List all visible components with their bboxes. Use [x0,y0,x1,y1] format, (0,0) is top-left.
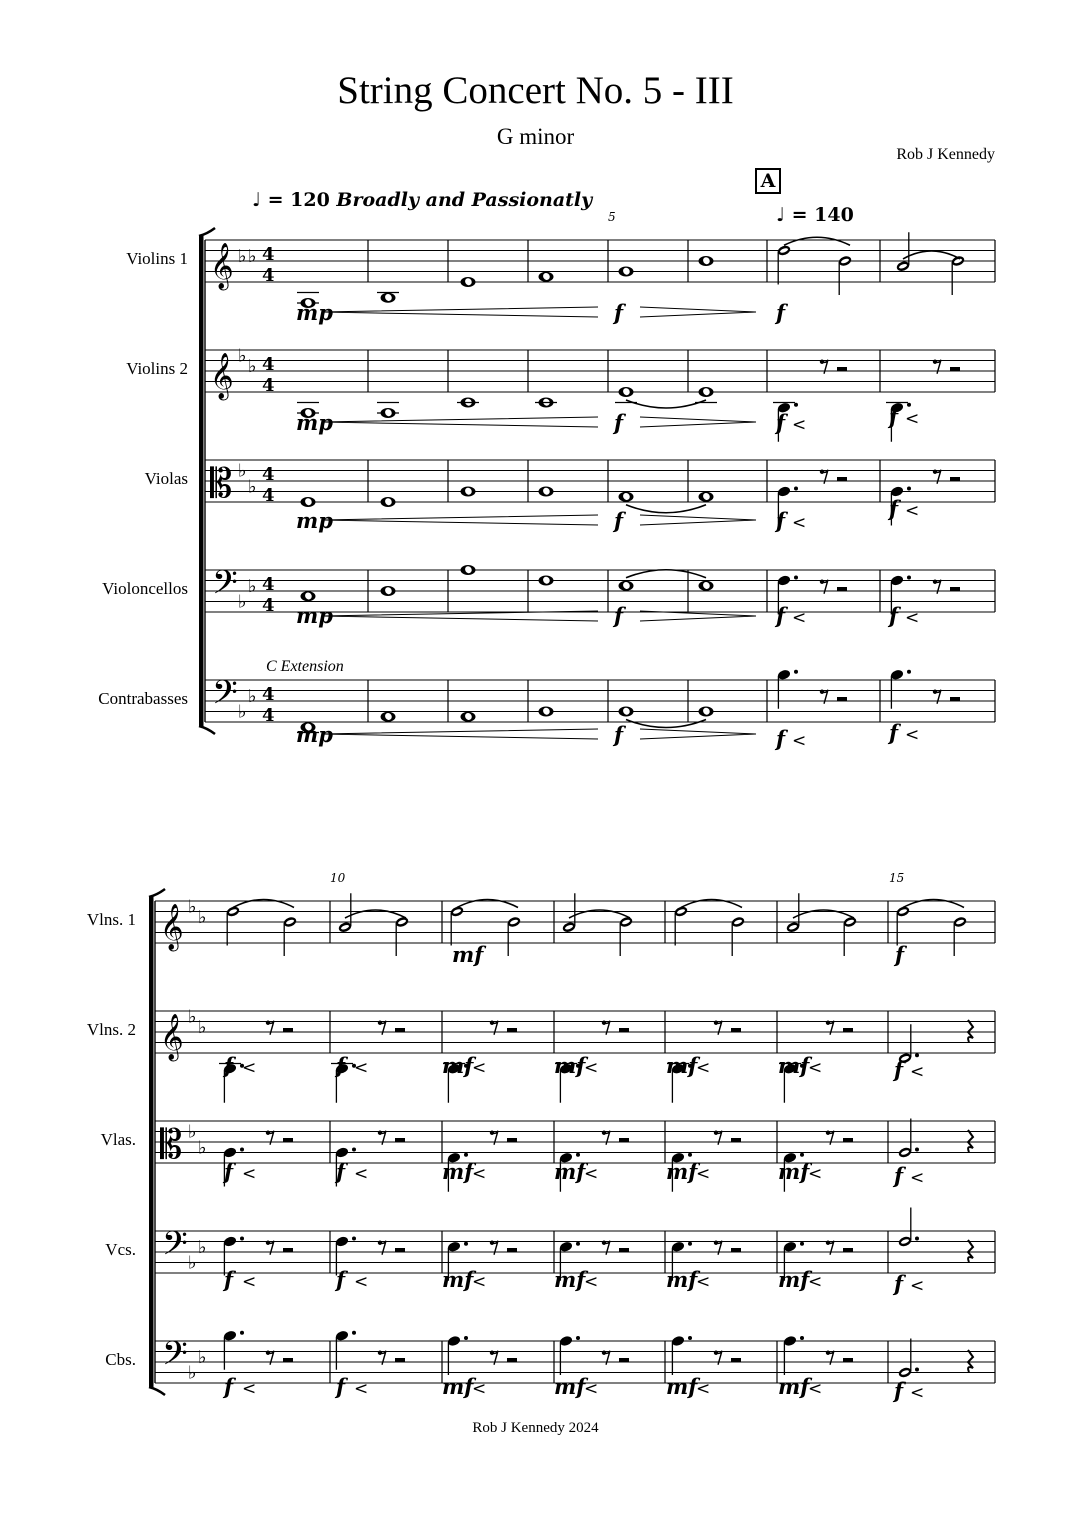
half-rest [395,1248,405,1252]
bass-clef-icon: 𝄢 [212,564,238,610]
crescendo-hairpin [322,307,598,317]
slur [626,570,706,578]
augmentation-dot [907,487,911,491]
augmentation-dot [576,1242,580,1246]
dynamic-f: f [336,1159,346,1184]
bracket-hook [199,726,215,734]
dynamic-mf: mf [666,1053,698,1078]
crescendo-mark: < [696,1272,711,1292]
eighth-rest-stroke [268,1131,274,1145]
dynamic-mf: mf [442,1267,474,1292]
bass-clef-icon: 𝄢 [212,674,238,720]
eighth-rest-stroke [492,1241,498,1255]
half-rest [843,1248,853,1252]
system-bracket [199,236,204,726]
flat-icon: ♭ [238,245,247,267]
eighth-rest-stroke [604,1131,610,1145]
dynamic-f: f [224,1053,234,1078]
flat-icon: ♭ [248,685,257,707]
crescendo-mark: < [242,1164,257,1184]
flat-icon: ♭ [238,701,247,723]
eighth-rest-stroke [268,1021,274,1035]
dynamic-f: f [889,496,899,521]
half-rest [843,1358,853,1362]
time-signature-top: 4 [262,684,275,705]
half-rest [283,1358,293,1362]
alto-clef-icon: 𝄡 [210,461,233,507]
flat-icon: ♭ [188,1252,197,1274]
augmentation-dot [907,403,911,407]
slur [903,251,960,259]
crescendo-mark: < [905,409,920,429]
augmentation-dot [688,1242,692,1246]
time-signature-bottom: 4 [262,595,275,616]
crescendo-mark: < [472,1164,487,1184]
dynamic-mf: mf [442,1053,474,1078]
dynamic-mf: mf [554,1053,586,1078]
augmentation-dot [800,1153,804,1157]
half-rest [507,1248,517,1252]
eighth-rest-stroke [268,1241,274,1255]
eighth-rest-stroke [604,1351,610,1365]
eighth-rest-stroke [492,1131,498,1145]
flat-icon: ♭ [248,245,257,267]
augmentation-dot [464,1336,468,1340]
flat-icon: ♭ [238,460,247,482]
half-rest [843,1028,853,1032]
half-rest [731,1138,741,1142]
dynamic-f: f [224,1267,234,1292]
dynamic-mf: mf [778,1374,810,1399]
half-rest [837,477,847,481]
dynamic-f: f [894,1271,904,1296]
augmentation-dot [907,576,911,580]
crescendo-mark: < [905,608,920,628]
dynamic-f: f [894,1057,904,1082]
composer: Rob J Kennedy [896,146,995,163]
half-rest [837,367,847,371]
time-signature-top: 4 [262,354,275,375]
half-rest [731,1248,741,1252]
tempo-expression: Broadly and Passionatly [336,189,593,211]
augmentation-dot [688,1153,692,1157]
flat-icon: ♭ [188,1121,197,1143]
dynamic-mf: mf [778,1159,810,1184]
augmentation-dot [915,1237,919,1241]
tie [626,505,706,513]
bar-number: 5 [608,210,616,224]
eighth-rest-stroke [716,1241,722,1255]
crescendo-mark: < [905,501,920,521]
crescendo-mark: < [792,608,807,628]
page-subtitle: G minor [496,124,575,149]
half-rest [731,1028,741,1032]
eighth-rest-stroke [828,1021,834,1035]
half-rest [837,587,847,591]
dynamic-mf: mf [554,1267,586,1292]
eighth-rest-stroke [492,1021,498,1035]
eighth-rest-stroke [828,1351,834,1365]
crescendo-hairpin [322,417,598,427]
crescendo-mark: < [792,731,807,751]
crescendo-mark: < [242,1058,257,1078]
dynamic-f: f [336,1374,346,1399]
crescendo-hairpin [322,729,598,739]
augmentation-dot [794,576,798,580]
augmentation-dot [907,670,911,674]
eighth-rest-stroke [380,1131,386,1145]
augmentation-dot [800,1242,804,1246]
bracket-hook [149,889,165,897]
half-rest [950,587,960,591]
bass-clef-icon: 𝄢 [162,1225,188,1271]
dynamic-mf: mf [666,1267,698,1292]
half-rest [283,1248,293,1252]
augmentation-dot [915,1148,919,1152]
bar-number: 15 [889,871,905,885]
half-rest [950,477,960,481]
crescendo-mark: < [696,1379,711,1399]
flat-icon: ♭ [238,345,247,367]
crescendo-mark: < [696,1164,711,1184]
dynamic-f: f [336,1053,346,1078]
dynamic-mp: mp [296,722,333,747]
flat-icon: ♭ [198,1346,207,1368]
augmentation-dot [576,1336,580,1340]
crescendo-mark: < [242,1379,257,1399]
tie [626,400,706,408]
dynamic-mf: mf [442,1159,474,1184]
crescendo-mark: < [354,1058,369,1078]
eighth-rest-stroke [828,1241,834,1255]
crescendo-mark: < [584,1058,599,1078]
instrument-name: Violins 2 [126,359,188,378]
eighth-rest-stroke [380,1021,386,1035]
flat-icon: ♭ [188,1006,197,1028]
crescendo-mark: < [354,1379,369,1399]
half-rest [283,1028,293,1032]
dynamic-f: f [776,508,786,533]
eighth-rest-stroke [716,1351,722,1365]
augmentation-dot [800,1336,804,1340]
eighth-rest-stroke [380,1241,386,1255]
half-rest [507,1358,517,1362]
alto-clef-icon: 𝄡 [160,1122,183,1168]
page-title: String Concert No. 5 - III [337,69,734,112]
half-rest [395,1138,405,1142]
dynamic-f: f [614,722,624,747]
crescendo-mark: < [792,415,807,435]
half-rest [950,367,960,371]
half-rest [619,1138,629,1142]
diminuendo-hairpin [640,307,756,317]
flat-icon: ♭ [248,575,257,597]
eighth-rest-stroke [822,690,828,704]
half-rest [731,1358,741,1362]
eighth-rest-stroke [822,360,828,374]
dynamic-mf: mf [778,1053,810,1078]
augmentation-dot [915,1053,919,1057]
dynamic-mp: mp [296,508,333,533]
crescendo-mark: < [910,1062,925,1082]
dynamic-mf: mf [452,942,484,967]
crescendo-mark: < [472,1379,487,1399]
instrument-name-short: Cbs. [105,1350,136,1369]
half-rest [507,1028,517,1032]
dynamic-mf: mf [778,1267,810,1292]
augmentation-dot [352,1331,356,1335]
dynamic-mf: mf [666,1374,698,1399]
eighth-rest-stroke [492,1351,498,1365]
crescendo-mark: < [354,1272,369,1292]
augmentation-dot [464,1242,468,1246]
dynamic-f: f [614,508,624,533]
half-rest [837,697,847,701]
dynamic-mf: mf [442,1374,474,1399]
half-rest [395,1358,405,1362]
crescendo-mark: < [242,1272,257,1292]
tempo-value: = 140 [791,204,854,226]
eighth-rest-stroke [935,580,941,594]
dynamic-f: f [889,720,899,745]
instrument-name-short: Vlns. 1 [86,910,136,929]
eighth-rest-stroke [268,1351,274,1365]
dynamic-mp: mp [296,603,333,628]
dynamic-f: f [224,1159,234,1184]
dynamic-mf: mf [554,1159,586,1184]
time-signature-top: 4 [262,464,275,485]
eighth-rest-stroke [935,470,941,484]
crescendo-mark: < [584,1164,599,1184]
crescendo-mark: < [910,1168,925,1188]
dynamic-f: f [336,1267,346,1292]
crescendo-mark: < [808,1379,823,1399]
dynamic-mf: mf [666,1159,698,1184]
dynamic-f: f [889,404,899,429]
bracket-hook [149,1387,165,1395]
flat-icon: ♭ [198,1137,207,1159]
dynamic-mp: mp [296,300,333,325]
augmentation-dot [240,1331,244,1335]
eighth-rest-stroke [604,1021,610,1035]
half-rest [843,1138,853,1142]
flat-icon: ♭ [198,1236,207,1258]
crescendo-mark: < [584,1379,599,1399]
treble-clef-icon: 𝄞 [160,1014,184,1060]
augmentation-dot [794,403,798,407]
quarter-rest [968,1130,973,1152]
crescendo-mark: < [584,1272,599,1292]
dynamic-f: f [894,1378,904,1403]
crescendo-mark: < [905,725,920,745]
quarter-note-icon: ♩ [776,204,785,226]
tie [626,720,706,728]
dynamic-f: f [224,1374,234,1399]
dynamic-mp: mp [296,410,333,435]
treble-clef-icon: 𝄞 [210,243,234,289]
slur [784,237,850,245]
treble-clef-icon: 𝄞 [160,904,184,950]
augmentation-dot [576,1153,580,1157]
dynamic-f: f [776,603,786,628]
quarter-note-icon: ♩ [252,189,261,211]
flat-icon: ♭ [188,896,197,918]
eighth-rest-stroke [822,580,828,594]
instrument-name-short: Vcs. [105,1240,136,1259]
half-rest [619,1248,629,1252]
crescendo-mark: < [808,1058,823,1078]
augmentation-dot [794,487,798,491]
instrument-name-short: Vlns. 2 [86,1020,136,1039]
augmentation-dot [352,1237,356,1241]
dynamic-f: f [614,603,624,628]
crescendo-mark: < [354,1164,369,1184]
flat-icon: ♭ [238,591,247,613]
half-rest [619,1028,629,1032]
diminuendo-hairpin [640,417,756,427]
dynamic-mf: mf [554,1374,586,1399]
eighth-rest-stroke [716,1021,722,1035]
augmentation-dot [464,1153,468,1157]
crescendo-mark: < [696,1058,711,1078]
flat-icon: ♭ [248,355,257,377]
augmentation-dot [240,1148,244,1152]
time-signature-bottom: 4 [262,705,275,726]
augmentation-dot [688,1336,692,1340]
crescendo-mark: < [910,1276,925,1296]
half-rest [507,1138,517,1142]
time-signature-bottom: 4 [262,485,275,506]
eighth-rest-stroke [935,690,941,704]
tempo-value: = 120 [267,189,330,211]
half-rest [950,697,960,701]
bass-clef-icon: 𝄢 [162,1335,188,1381]
eighth-rest-stroke [828,1131,834,1145]
footer-copyright: Rob J Kennedy 2024 [472,1420,599,1436]
augmentation-dot [915,1368,919,1372]
crescendo-mark: < [808,1164,823,1184]
half-rest [283,1138,293,1142]
dynamic-f: f [776,300,786,325]
treble-clef-icon: 𝄞 [210,353,234,399]
augmentation-dot [352,1148,356,1152]
instrument-name: Violoncellos [102,579,188,598]
crescendo-mark: < [472,1058,487,1078]
dynamic-f: f [895,942,905,967]
c-extension-annotation: C Extension [266,658,344,675]
diminuendo-hairpin [640,515,756,525]
bracket-hook [199,228,215,236]
bar-number: 10 [330,871,346,885]
instrument-name: Violas [144,469,188,488]
dynamic-f: f [889,603,899,628]
time-signature-bottom: 4 [262,375,275,396]
dynamic-f: f [614,410,624,435]
flat-icon: ♭ [198,906,207,928]
time-signature-top: 4 [262,574,275,595]
dynamic-f: f [614,300,624,325]
eighth-rest-stroke [716,1131,722,1145]
instrument-name-short: Vlas. [100,1130,136,1149]
eighth-rest-stroke [380,1351,386,1365]
system-bracket [149,897,154,1387]
crescendo-mark: < [808,1272,823,1292]
eighth-rest-stroke [822,470,828,484]
dynamic-f: f [776,726,786,751]
half-rest [395,1028,405,1032]
flat-icon: ♭ [188,1362,197,1384]
eighth-rest-stroke [935,360,941,374]
crescendo-mark: < [472,1272,487,1292]
quarter-rest [968,1240,973,1262]
flat-icon: ♭ [248,476,257,498]
eighth-rest-stroke [604,1241,610,1255]
augmentation-dot [794,670,798,674]
time-signature-bottom: 4 [262,265,275,286]
instrument-name: Contrabasses [98,689,188,708]
rehearsal-mark: A [755,168,781,194]
augmentation-dot [240,1237,244,1241]
instrument-name: Violins 1 [126,249,188,268]
crescendo-hairpin [322,515,598,525]
flat-icon: ♭ [198,1016,207,1038]
quarter-rest [968,1020,973,1042]
time-signature-top: 4 [262,244,275,265]
half-rest [619,1358,629,1362]
crescendo-mark: < [792,513,807,533]
crescendo-mark: < [910,1383,925,1403]
dynamic-f: f [776,410,786,435]
diminuendo-hairpin [640,729,756,739]
quarter-rest [968,1350,973,1372]
dynamic-f: f [894,1163,904,1188]
